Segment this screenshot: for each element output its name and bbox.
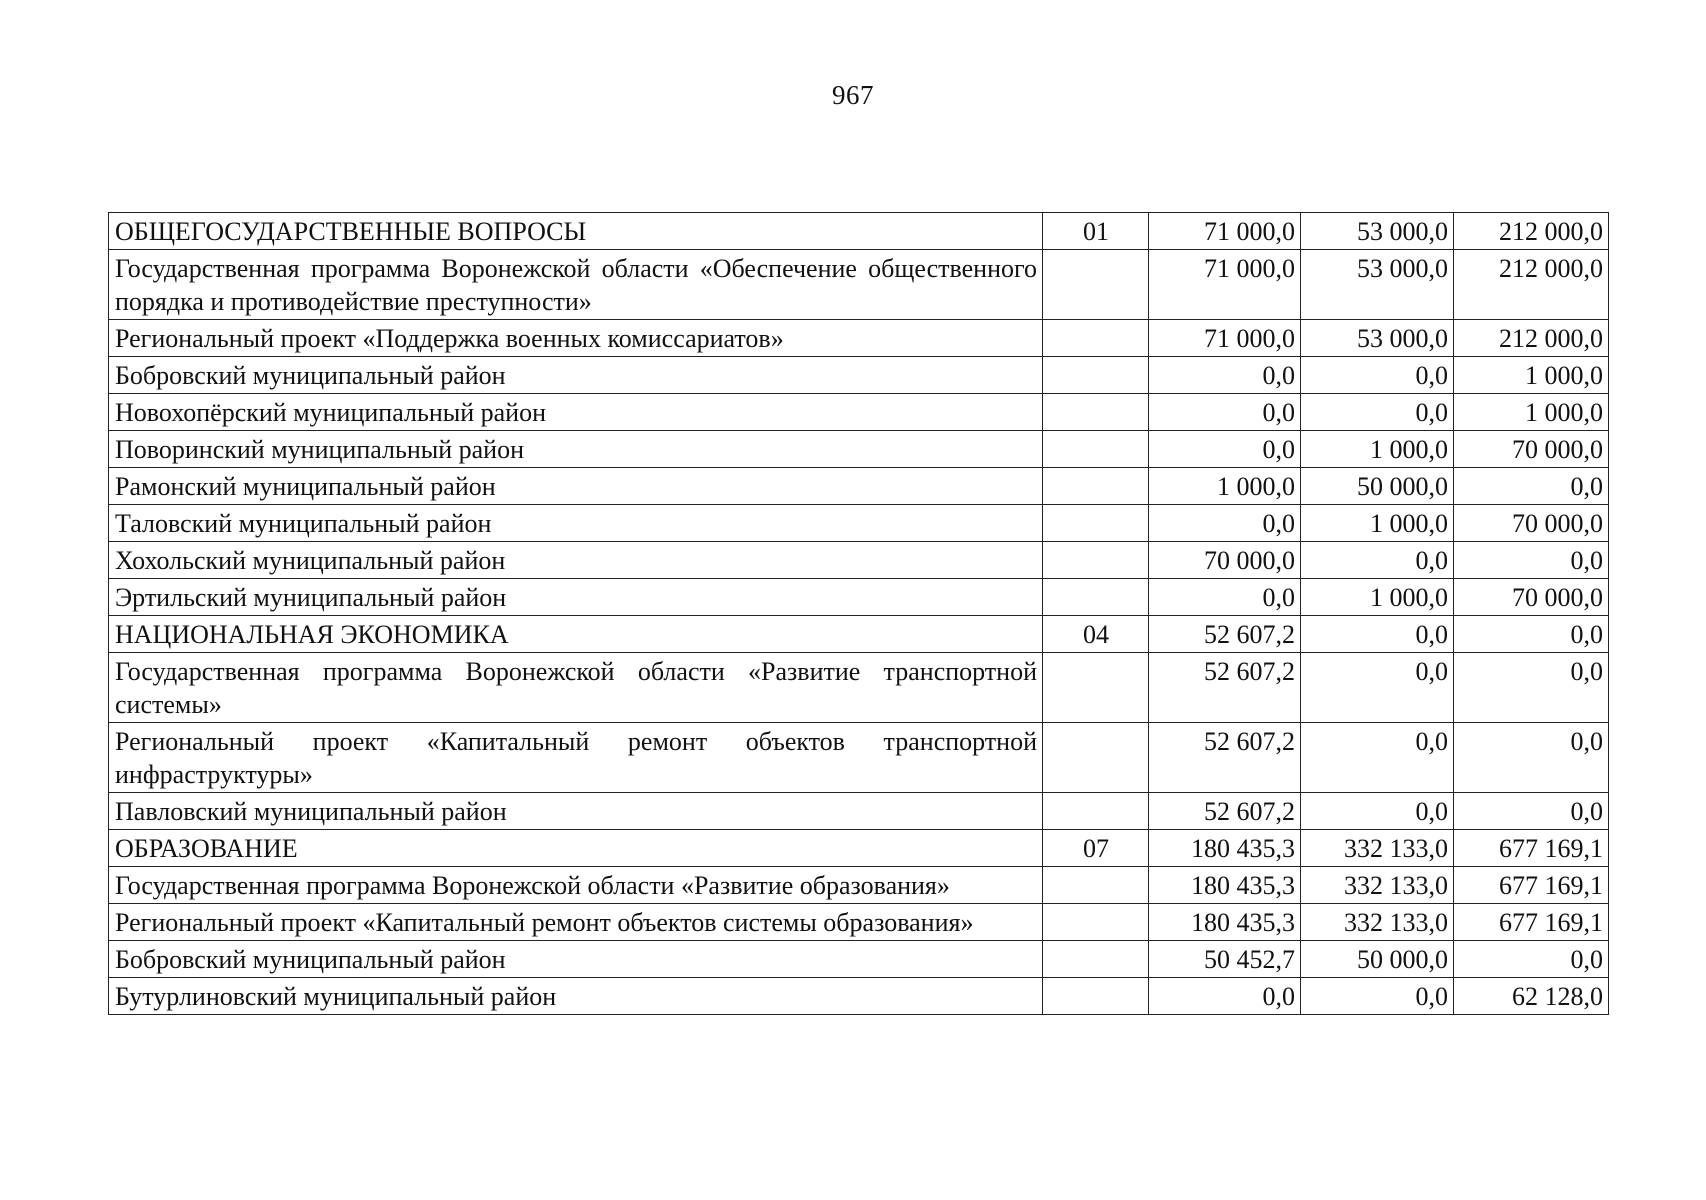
row-value-3: 0,0 (1454, 941, 1609, 978)
row-value-2: 1 000,0 (1301, 505, 1454, 542)
row-name: Государственная программа Воронежской области «Развитие образования» (109, 867, 1043, 904)
row-section-code: 04 (1043, 616, 1149, 653)
row-name: Рамонский муниципальный район (109, 468, 1043, 505)
row-name: ОБРАЗОВАНИЕ (109, 830, 1043, 867)
row-name: Хохольский муниципальный район (109, 542, 1043, 579)
row-name: Бутурлиновский муниципальный район (109, 978, 1043, 1015)
row-section-code (1043, 357, 1149, 394)
row-value-1: 71 000,0 (1149, 213, 1301, 250)
row-value-1: 180 435,3 (1149, 830, 1301, 867)
row-name: Региональный проект «Капитальный ремонт объектов системы образования» (109, 904, 1043, 941)
row-value-2: 50 000,0 (1301, 468, 1454, 505)
row-value-2: 332 133,0 (1301, 830, 1454, 867)
row-section-code (1043, 542, 1149, 579)
row-section-code (1043, 394, 1149, 431)
table-row (109, 394, 1609, 431)
row-section-code (1043, 320, 1149, 357)
row-section-code (1043, 904, 1149, 941)
row-name: ОБЩЕГОСУДАРСТВЕННЫЕ ВОПРОСЫ (109, 213, 1043, 250)
row-value-3: 677 169,1 (1454, 904, 1609, 941)
row-section-code (1043, 250, 1149, 320)
row-value-2: 53 000,0 (1301, 320, 1454, 357)
row-value-2: 0,0 (1301, 978, 1454, 1015)
row-value-2: 0,0 (1301, 357, 1454, 394)
table-row (109, 793, 1609, 830)
budget-table (108, 212, 1609, 1015)
row-value-3: 0,0 (1454, 542, 1609, 579)
row-name: НАЦИОНАЛЬНАЯ ЭКОНОМИКА (109, 616, 1043, 653)
row-name: Региональный проект «Капитальный ремонт объектов транспортной инфраструктуры» (109, 723, 1043, 793)
row-value-2: 1 000,0 (1301, 431, 1454, 468)
row-section-code (1043, 431, 1149, 468)
row-name: Региональный проект «Поддержка военных комиссариатов» (109, 320, 1043, 357)
row-section-code (1043, 793, 1149, 830)
row-value-2: 53 000,0 (1301, 213, 1454, 250)
table-row (109, 320, 1609, 357)
row-section-code (1043, 505, 1149, 542)
row-value-3: 0,0 (1454, 616, 1609, 653)
row-value-3: 62 128,0 (1454, 978, 1609, 1015)
table-row (109, 213, 1609, 250)
row-value-1: 52 607,2 (1149, 723, 1301, 793)
table-row (109, 542, 1609, 579)
row-section-code (1043, 941, 1149, 978)
page-number: 967 (832, 80, 874, 110)
row-value-3: 212 000,0 (1454, 213, 1609, 250)
row-section-code (1043, 723, 1149, 793)
row-value-3: 212 000,0 (1454, 250, 1609, 320)
row-section-code: 07 (1043, 830, 1149, 867)
row-name: Эртильский муниципальный район (109, 579, 1043, 616)
row-section-code (1043, 468, 1149, 505)
row-value-1: 52 607,2 (1149, 616, 1301, 653)
row-value-2: 0,0 (1301, 793, 1454, 830)
row-value-1: 0,0 (1149, 978, 1301, 1015)
row-value-1: 0,0 (1149, 579, 1301, 616)
table-row (109, 830, 1609, 867)
row-value-2: 1 000,0 (1301, 579, 1454, 616)
row-section-code: 01 (1043, 213, 1149, 250)
row-name: Поворинский муниципальный район (109, 431, 1043, 468)
table-row (109, 616, 1609, 653)
row-section-code (1043, 867, 1149, 904)
row-section-code (1043, 653, 1149, 723)
row-value-3: 0,0 (1454, 468, 1609, 505)
table-row (109, 357, 1609, 394)
row-name: Бобровский муниципальный район (109, 357, 1043, 394)
row-value-3: 1 000,0 (1454, 357, 1609, 394)
table-row (109, 431, 1609, 468)
row-section-code (1043, 579, 1149, 616)
row-value-1: 0,0 (1149, 394, 1301, 431)
row-value-1: 52 607,2 (1149, 653, 1301, 723)
row-name: Новохопёрский муниципальный район (109, 394, 1043, 431)
row-value-1: 71 000,0 (1149, 250, 1301, 320)
row-value-3: 0,0 (1454, 653, 1609, 723)
row-name: Таловский муниципальный район (109, 505, 1043, 542)
row-value-3: 1 000,0 (1454, 394, 1609, 431)
row-value-1: 70 000,0 (1149, 542, 1301, 579)
row-value-1: 180 435,3 (1149, 867, 1301, 904)
row-value-1: 50 452,7 (1149, 941, 1301, 978)
row-name: Государственная программа Воронежской области «Развитие транспортной системы» (109, 653, 1043, 723)
row-value-1: 180 435,3 (1149, 904, 1301, 941)
row-value-2: 0,0 (1301, 394, 1454, 431)
table-row (109, 904, 1609, 941)
row-value-3: 0,0 (1454, 723, 1609, 793)
row-name: Павловский муниципальный район (109, 793, 1043, 830)
row-value-3: 70 000,0 (1454, 431, 1609, 468)
row-value-1: 0,0 (1149, 357, 1301, 394)
row-value-2: 0,0 (1301, 616, 1454, 653)
table-row (109, 941, 1609, 978)
row-value-3: 212 000,0 (1454, 320, 1609, 357)
table-row (109, 579, 1609, 616)
row-value-2: 0,0 (1301, 542, 1454, 579)
table-row (109, 653, 1609, 723)
row-value-3: 0,0 (1454, 793, 1609, 830)
row-value-1: 52 607,2 (1149, 793, 1301, 830)
row-value-2: 50 000,0 (1301, 941, 1454, 978)
row-value-3: 677 169,1 (1454, 830, 1609, 867)
row-name: Бобровский муниципальный район (109, 941, 1043, 978)
row-value-1: 0,0 (1149, 505, 1301, 542)
table-row (109, 505, 1609, 542)
table-row (109, 978, 1609, 1015)
table-row (109, 250, 1609, 320)
row-value-1: 0,0 (1149, 431, 1301, 468)
row-value-2: 332 133,0 (1301, 867, 1454, 904)
row-value-2: 0,0 (1301, 723, 1454, 793)
table-row (109, 867, 1609, 904)
row-value-2: 332 133,0 (1301, 904, 1454, 941)
table-row (109, 723, 1609, 793)
row-value-3: 677 169,1 (1454, 867, 1609, 904)
row-value-2: 53 000,0 (1301, 250, 1454, 320)
row-value-3: 70 000,0 (1454, 505, 1609, 542)
row-value-3: 70 000,0 (1454, 579, 1609, 616)
row-value-1: 1 000,0 (1149, 468, 1301, 505)
row-section-code (1043, 978, 1149, 1015)
table-row (109, 468, 1609, 505)
row-value-2: 0,0 (1301, 653, 1454, 723)
row-name: Государственная программа Воронежской области «Обеспечение общественного порядка и противодействие преступности» (109, 250, 1043, 320)
row-value-1: 71 000,0 (1149, 320, 1301, 357)
